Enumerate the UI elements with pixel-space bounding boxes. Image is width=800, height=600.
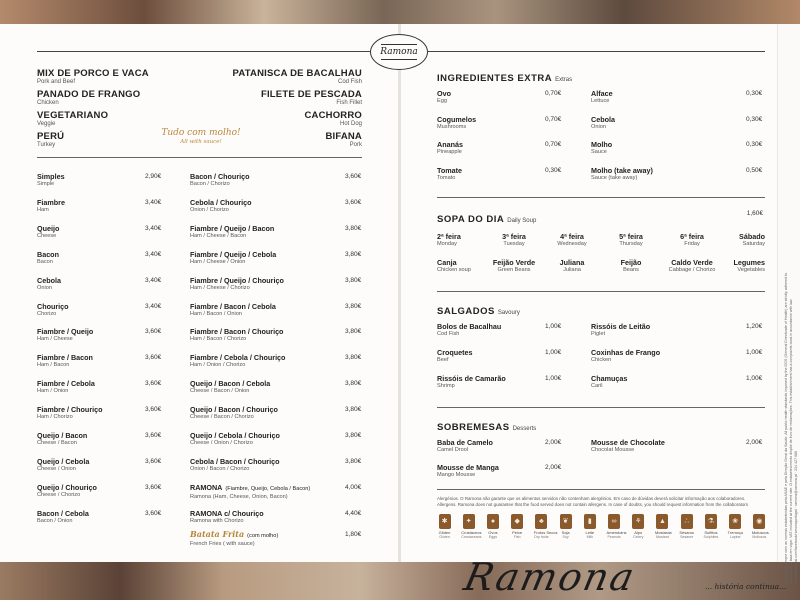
soup-day: 4ª feira Wednesday [557, 232, 587, 247]
item-translation: Beef [437, 357, 449, 363]
menu-item [190, 379, 270, 395]
allergen-label-en: Eggs [488, 535, 498, 539]
soup-day: 2ª feira Monday [437, 232, 461, 247]
item-name: Queijo / Chouriço [37, 482, 97, 492]
item-translation: Ham / Cheese / Bacon [190, 232, 247, 239]
allergen-item [703, 514, 718, 540]
allergen-note-en: Allergens. Ramona does not guarantee that the food served does not contain allergens. In case of doubts, you should request information from the collaborators [437, 502, 748, 507]
item-name: Cebola / Bacon / Chouriço [190, 456, 280, 466]
item-translation: Bacon / Onion [37, 517, 73, 524]
item-translation: Ham / Onion [37, 388, 69, 395]
menu-item [37, 302, 69, 318]
menu-item [437, 140, 463, 156]
legal-side-strip [777, 24, 800, 584]
item-translation: Camel Drool [437, 447, 469, 453]
legal-text-2: IVA incluído à taxa em vigor. VAT included at the current rate. O estabelecimento dispõe de livro de reclamações. This establishment has a complaints book in accordance with law. [789, 298, 793, 584]
menu-item [591, 140, 612, 156]
peanut-icon: ∞ [608, 514, 620, 529]
item-name: Tomate [437, 165, 463, 175]
soup-price: 1,60€ [746, 210, 763, 217]
item-price: 3,80€ [345, 250, 362, 258]
soup-day: 5ª feira Thursday [619, 232, 643, 247]
allergen-label: Leite [585, 530, 595, 535]
soup-type: Feijão Verde Green Beans [492, 258, 536, 273]
item-name: Rissóis de Leitão [591, 322, 651, 331]
item-translation: Egg [437, 98, 447, 104]
menu-item [37, 276, 61, 292]
allergen-label: Crustáceos [461, 530, 482, 535]
soup-section-title: SOPA DO DIA Daily Soup [437, 214, 537, 225]
allergen-item [510, 514, 525, 540]
item-price: 4,00€ [345, 483, 362, 491]
item-price: 3,60€ [145, 509, 162, 517]
item-translation: Cheese [37, 232, 57, 239]
menu-item [37, 250, 59, 266]
item-translation: Ham / Bacon [37, 362, 70, 369]
allergen-item [606, 514, 627, 540]
desserts-section-title: SOBREMESAS Desserts [437, 422, 537, 433]
item-name: Cebola [591, 114, 615, 124]
item-name: Queijo / Cebola / Chouriço [190, 431, 280, 440]
item-name: Mousse de Manga [437, 463, 499, 472]
item-translation: Cod Fish [437, 331, 460, 337]
menu-item [37, 483, 97, 499]
egg-icon: ● [487, 514, 499, 529]
menu-item [190, 509, 264, 525]
sandwich-type-item: VEGETARIANO Veggie [37, 110, 109, 127]
item-name: Fiambre / Bacon / Chouriço [190, 327, 284, 337]
menu-item [37, 405, 103, 421]
menu-item [591, 348, 660, 364]
item-name: Fiambre / Queijo / Cebola [190, 249, 277, 259]
item-name: Fiambre / Queijo / Chouriço [190, 275, 284, 285]
item-price: 1,00€ [545, 349, 562, 356]
menu-item [591, 166, 653, 182]
menu-item [591, 89, 613, 105]
item-price: 0,30€ [746, 141, 763, 148]
contact-text: ramonaportugal.com/facebook/ramonaportugal · ramona@ramona.pt · 234 427 686 [794, 450, 798, 584]
sesame-icon: ∴ [681, 514, 693, 529]
item-price: 3,80€ [345, 328, 362, 336]
item-price: 3,80€ [345, 432, 362, 439]
item-name: Rissóis de Camarão [437, 374, 506, 383]
item-price: 3,40€ [145, 224, 162, 232]
item-price: 0,70€ [545, 90, 562, 97]
wheat-icon: ✱ [439, 514, 451, 529]
item-name: Bacon / Cebola [37, 508, 89, 518]
sandwich-type-item: FILETE DE PESCADA Fish Fillet [260, 89, 362, 106]
sandwich-type-item: PATANISCA DE BACALHAU Cod Fish [232, 68, 362, 85]
menu-item [37, 172, 65, 188]
item-name: Croquetes [437, 348, 473, 357]
allergen-label-en: Peanuts [607, 535, 621, 539]
item-price: 1,00€ [545, 323, 562, 330]
allergen-label: Moluscos [751, 530, 769, 535]
item-price: 3,80€ [345, 457, 362, 465]
item-price: 3,60€ [145, 328, 162, 336]
allergen-item [558, 514, 573, 540]
sandwich-type-item: CACHORRO Hot Dog [304, 110, 362, 127]
sandwich-type-item: PANADO DE FRANGO Chicken [37, 89, 141, 106]
item-translation: Ham / Cheese / Chorizo [190, 284, 250, 291]
sandwich-type-item: BIFANA Pork [325, 131, 362, 148]
allergen-label-en: Celery [633, 535, 644, 539]
allergen-item [437, 514, 452, 540]
allergen-label-en: Soy [562, 535, 569, 539]
item-name: Ananás [437, 140, 463, 149]
allergen-label: Sésamo [679, 530, 695, 535]
allergen-item [679, 514, 694, 540]
soup-type: Canja Chicken soup [437, 258, 471, 273]
item-name: Fiambre / Cebola [37, 379, 95, 389]
allergen-label: Glúten [438, 530, 451, 535]
item-translation: Simple [37, 181, 55, 187]
item-translation: Onion [591, 123, 606, 130]
item-name: Fiambre / Queijo / Bacon [190, 223, 275, 233]
allergen-label-en: Lupine [729, 535, 741, 539]
menu-item [190, 250, 276, 266]
menu-item [437, 374, 506, 390]
allergen-label-en: Sulphites [703, 535, 719, 539]
section-divider [437, 197, 765, 198]
allergen-item [752, 514, 767, 540]
allergen-label-en: Crustaceans [461, 535, 482, 539]
menu-item [437, 348, 473, 364]
allergen-label: Ovos [488, 530, 498, 535]
item-price: 3,60€ [345, 173, 362, 180]
item-name: Queijo [37, 223, 60, 233]
menu-item [37, 327, 93, 343]
item-translation: Ham / Bacon / Chorizo [190, 336, 247, 343]
item-price: 0,70€ [545, 141, 562, 148]
header-divider-left [37, 51, 370, 52]
logo-text: Ramona [380, 47, 418, 57]
section-divider [437, 291, 765, 292]
photo-background-bottom [0, 562, 800, 600]
item-name: Fiambre / Queijo [37, 327, 94, 337]
crab-icon: ✦ [463, 514, 475, 529]
item-price: 1,20€ [746, 323, 763, 330]
allergen-item [485, 514, 500, 540]
menu-item [591, 438, 665, 454]
item-price: 4,40€ [345, 509, 362, 517]
allergen-label: Amendoins [606, 530, 627, 535]
soup-day: 3ª feira Tuesday [502, 232, 526, 247]
allergen-label-en: Molluscs [752, 535, 767, 539]
item-translation: Ham / Bacon / Onion [190, 310, 242, 317]
allergen-label-en: Mustard [655, 535, 669, 539]
menu-item [437, 463, 499, 479]
item-name: Cebola [37, 275, 61, 285]
item-translation: Cheese / Bacon / Chorizo [190, 414, 254, 421]
menu-item [190, 530, 278, 548]
soup-type: Caldo Verde Cabbage / Chorizo [668, 258, 716, 273]
section-divider [437, 489, 765, 490]
savoury-section-title: SALGADOS Savoury [437, 306, 520, 317]
item-name: Fiambre / Bacon / Cebola [190, 301, 276, 311]
header-divider-right [428, 51, 765, 52]
allergen-label-en: Fish [513, 535, 521, 539]
menu-item [190, 327, 283, 343]
item-name: Cebola / Chouriço [190, 197, 252, 207]
item-name: Simples [37, 172, 65, 181]
item-name: Queijo / Bacon [37, 431, 88, 440]
sandwich-type-item: PERÚ Turkey [37, 131, 65, 148]
item-name: Bolos de Bacalhau [437, 322, 502, 331]
item-translation: Cheese / Bacon [37, 440, 77, 446]
allergen-label-en: Milk [586, 535, 593, 539]
sulphite-icon: ⚗ [705, 514, 717, 529]
item-translation: Cheese / Onion [37, 465, 76, 472]
item-translation: Sauce [591, 149, 607, 155]
item-translation: Piglet [591, 331, 605, 337]
item-price: 3,80€ [345, 380, 362, 388]
allergen-label-en: Gluten [439, 535, 450, 539]
item-price: 1,80€ [345, 531, 362, 538]
item-translation: Lettuce [591, 98, 610, 104]
item-price: 3,80€ [345, 354, 362, 362]
item-price: 3,60€ [145, 406, 162, 414]
allergen-disclaimer [437, 496, 765, 508]
item-name: Queijo / Bacon / Cebola [190, 379, 271, 389]
lupine-icon: ❀ [729, 514, 741, 529]
menu-page-right [401, 24, 777, 562]
item-price: 3,60€ [145, 483, 162, 491]
sauce-note: Tudo com molho! All with sauce! [161, 128, 241, 145]
allergen-label: Tremoço [727, 530, 744, 535]
item-price: 0,70€ [545, 115, 562, 123]
item-name: Fiambre / Chouriço [37, 405, 103, 415]
item-price: 3,40€ [145, 302, 162, 310]
item-translation: Mushrooms [437, 123, 467, 130]
item-price: 3,60€ [345, 198, 362, 206]
item-translation: Ham [37, 206, 49, 213]
allergen-label: Peixe [512, 530, 523, 535]
menu-item [37, 431, 87, 447]
item-price: 3,80€ [345, 406, 362, 414]
item-price: 2,90€ [145, 173, 162, 180]
item-translation: Ramona with Chorizo [190, 517, 244, 524]
soup-type: Legumes Vegetables [733, 258, 765, 273]
allergen-icons [437, 514, 767, 540]
item-name: Mousse de Chocolate [591, 438, 665, 447]
menu-item [437, 89, 451, 105]
item-name: Chamuças [591, 374, 628, 383]
item-translation: Sauce (take away) [591, 174, 638, 181]
allergen-label-en: Sesame [680, 535, 694, 539]
menu-item [37, 224, 59, 240]
soy-icon: ❦ [560, 514, 572, 529]
item-price: 3,60€ [145, 380, 162, 388]
mustard-icon: ▲ [656, 514, 668, 529]
item-translation: Pineapple [437, 149, 462, 155]
item-name: Fiambre [37, 197, 65, 207]
item-price: 1,00€ [545, 375, 562, 382]
legal-text-1: O Ramona cumpre com as normas estabelecidas pela ASAE e pela Direção Geral da Saúde. All public health standards imposed by the DGS (General Directorate of Health) are strictly adhered to. [784, 271, 788, 584]
menu-item [190, 302, 276, 318]
allergen-label: Soja [561, 530, 570, 535]
menu-item [190, 172, 250, 188]
menu-item [37, 198, 65, 214]
tagline: ... história continua... [705, 582, 787, 591]
item-name: RAMONA c/ Chouriço [190, 508, 264, 518]
item-price: 0,30€ [746, 90, 763, 97]
item-name: Queijo / Bacon / Chouriço [190, 405, 278, 415]
item-name: Molho [591, 140, 613, 149]
item-translation: Cheese / Chorizo [37, 491, 81, 498]
item-translation: Mango Mousse [437, 472, 476, 478]
item-translation: Ham / Cheese / Onion [190, 258, 246, 265]
allergen-label: Frutos Secos [533, 530, 558, 535]
item-price: 2,00€ [545, 464, 562, 471]
item-translation: Chicken [591, 357, 612, 363]
menu-item [37, 509, 89, 525]
menu-item [37, 457, 89, 473]
section-divider [37, 157, 362, 158]
menu-item [190, 276, 284, 292]
allergen-label: Aipo [634, 530, 643, 535]
sandwich-type-item: MIX DE PORCO E VACA Pork and Beef [37, 68, 149, 85]
item-price: 2,00€ [545, 439, 562, 446]
item-translation: Shrimp [437, 383, 455, 389]
menu-item [591, 322, 650, 338]
item-translation: Tomato [437, 174, 456, 181]
item-translation: Onion / Chorizo [190, 206, 229, 213]
allergen-item [582, 514, 597, 540]
item-translation: Chocolat Mousse [591, 447, 635, 453]
item-translation: French Fries ( with sauce) [190, 541, 255, 547]
extras-section-title: INGREDIENTES EXTRA Extras [437, 73, 573, 84]
item-name: Chouriço [37, 301, 69, 311]
item-price: 3,40€ [145, 276, 162, 284]
menu-item [190, 224, 274, 240]
section-divider [437, 407, 765, 408]
menu-item [591, 115, 615, 131]
item-name: Queijo / Cebola [37, 456, 90, 466]
item-price: 3,60€ [145, 432, 162, 439]
item-translation: Onion [37, 284, 52, 291]
allergen-label: Sulfitos [704, 530, 718, 535]
allergen-item [533, 514, 558, 540]
menu-item [190, 457, 279, 473]
item-name: Baba de Camelo [437, 438, 493, 447]
item-translation: Chorizo [37, 310, 57, 317]
item-price: 3,80€ [345, 276, 362, 284]
item-price: 1,00€ [746, 375, 763, 382]
celery-icon: ⚘ [632, 514, 644, 529]
item-translation: Bacon / Chorizo [190, 181, 230, 187]
menu-item [190, 353, 285, 369]
item-translation: Ramona (Ham, Cheese, Onion, Bacon) [190, 493, 288, 500]
item-name: Alface [591, 89, 613, 98]
menu-item [190, 198, 252, 214]
item-price: 2,00€ [746, 439, 763, 446]
item-translation: Onion / Bacon / Chorizo [190, 465, 250, 472]
menu-item [37, 353, 93, 369]
allergen-item [728, 514, 743, 540]
item-name: Fiambre / Bacon [37, 353, 93, 363]
allergen-item [655, 514, 670, 540]
item-translation: Caril [591, 383, 603, 389]
item-price: 0,30€ [746, 115, 763, 123]
allergen-note-pt: Alergénios. O Ramona não garante que os alimentos servidos não contenham alergénios. Em caso de dúvidas deverá solicitar informação aos colaboradores. [437, 496, 746, 501]
item-name: Bacon [37, 249, 59, 259]
menu-item [190, 405, 278, 421]
item-price: 3,40€ [145, 250, 162, 258]
item-name: RAMONA (Fiambre, Queijo, Cebola / Bacon) [190, 482, 311, 492]
menu-item [437, 322, 501, 338]
allergen-item [631, 514, 646, 540]
item-price: 1,00€ [746, 349, 763, 356]
item-price: 3,60€ [145, 354, 162, 362]
item-translation: Cheese / Onion / Chorizo [190, 440, 253, 446]
allergen-label: Mostarda [654, 530, 672, 535]
item-name: Ovo [437, 89, 451, 98]
item-translation: Ham / Chorizo [37, 414, 73, 421]
menu-item [37, 379, 95, 395]
menu-item [190, 483, 310, 501]
menu-item [437, 166, 462, 182]
mollusc-icon: ◉ [753, 514, 765, 529]
menu-item [437, 438, 493, 454]
item-price: 0,50€ [746, 166, 763, 174]
item-name: Molho (take away) [591, 165, 653, 175]
item-name: Batata Frita (com molho) [190, 529, 279, 539]
item-name: Fiambre / Cebola / Chouriço [190, 353, 286, 363]
nut-icon: ♣ [535, 514, 547, 529]
menu-item [437, 115, 476, 131]
ramona-logo [370, 34, 428, 70]
fish-icon: ◆ [511, 514, 523, 529]
allergen-label-en: Dry fruits [534, 535, 549, 539]
item-name: Bacon / Chouriço [190, 172, 250, 181]
item-name: Cogumelos [437, 114, 477, 124]
item-translation: Bacon [37, 258, 53, 265]
item-translation: Cheese / Bacon / Onion [190, 388, 250, 395]
item-price: 0,30€ [545, 166, 562, 174]
menu-item [591, 374, 627, 390]
milk-icon: ▮ [584, 514, 596, 529]
item-price: 3,80€ [345, 224, 362, 232]
allergen-item [461, 514, 482, 540]
ramona-signature: Ramona [460, 555, 640, 599]
photo-background-top [0, 0, 800, 24]
soup-type: Juliana Juliana [559, 258, 585, 273]
item-price: 3,40€ [145, 198, 162, 206]
item-translation: Ham / Onion / Chorizo [190, 362, 246, 369]
item-name: Coxinhas de Frango [591, 348, 661, 357]
item-translation: Ham / Cheese [37, 336, 73, 343]
soup-day: 6ª feira Friday [680, 232, 704, 247]
item-price: 3,80€ [345, 302, 362, 310]
item-price: 3,60€ [145, 457, 162, 465]
soup-day: Sábado Saturday [739, 232, 765, 247]
menu-item [190, 431, 280, 447]
soup-type: Feijão Beans [620, 258, 642, 273]
